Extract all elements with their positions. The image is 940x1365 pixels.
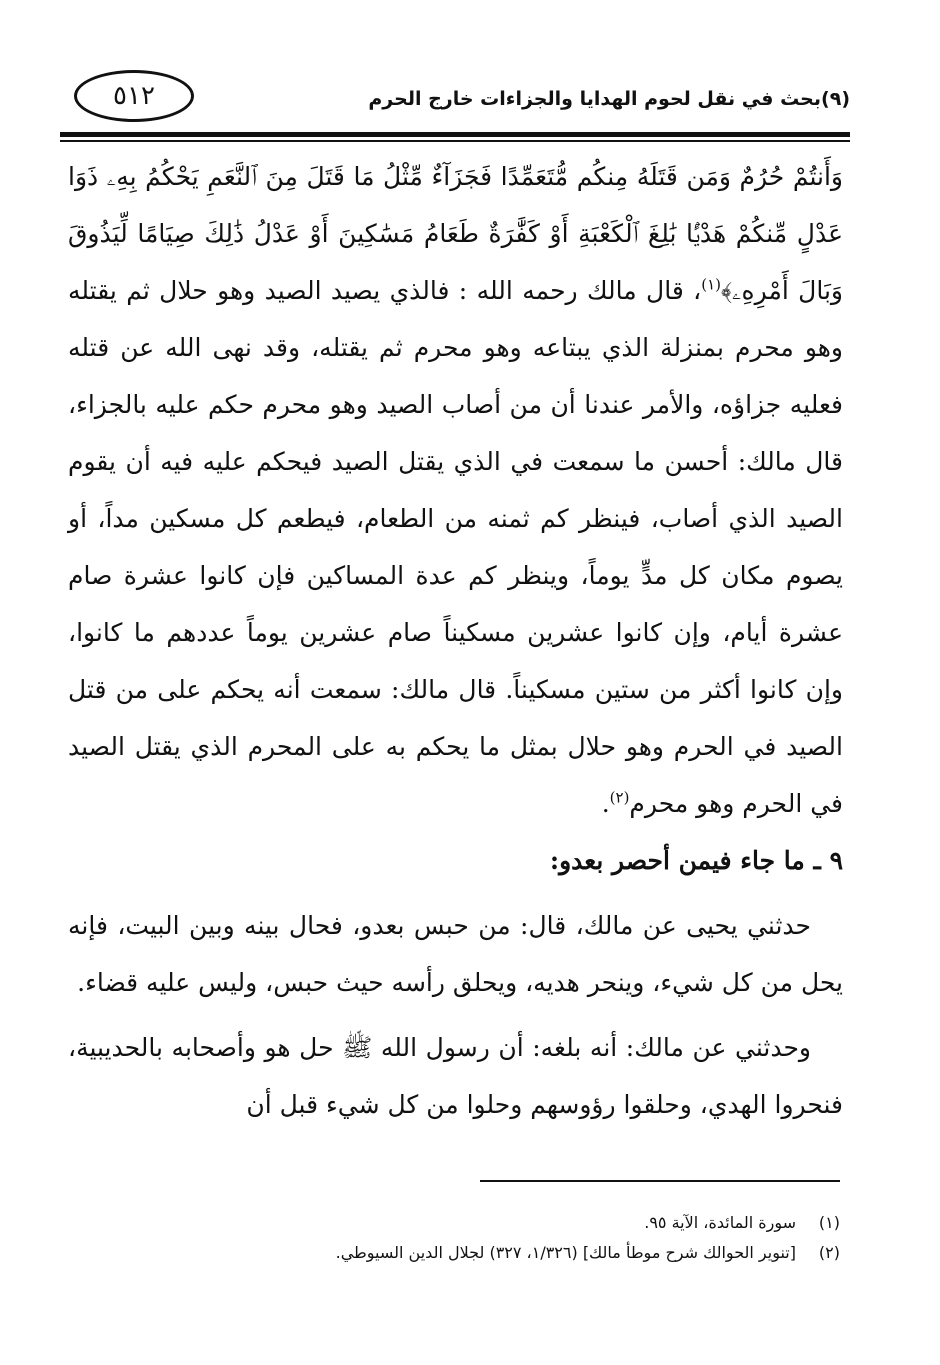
running-title: (٩)بحث في نقل لحوم الهدايا والجزاءات خارج الحرم (368, 88, 850, 110)
footnote-ref-2: (٢) (609, 788, 630, 807)
footnote-1 (68, 1208, 840, 1238)
paragraph-3: وحدثني عن مالك: أنه بلغه: أن رسول الله ﷺ حل هو وأصحابه بالحديبية، فنحروا الهدي، وحلقوا رؤوسهم وحلوا من كل شيء قبل أن (68, 1033, 843, 1119)
footnote-2 (68, 1238, 840, 1268)
footnote-text: [تنوير الحوالك شرح موطأ مالك] (١/٣٢٦، ٣٢٧) لجلال الدين السيوطي. (335, 1243, 796, 1262)
header-rule-thin (60, 140, 850, 142)
page-number: ٥١٢ (74, 70, 194, 122)
footnote-number: (٢) (818, 1243, 840, 1262)
paragraph-1-text: ، قال مالك رحمه الله : فالذي يصيد الصيد وهو حلال ثم يقتله وهو محرم بمنزلة الذي يبتاعه وهو محرم ثم يقتله، وقد نهى الله عن قتله فعليه جزاؤه، والأمر عندنا أن من أصاب الصيد وهو محرم حكم عليه بالجزاء، قال مالك: أحسن ما سمعت في الذي يقتل الصيد فيحكم عليه فيه أن يقوم الصيد الذي أصاب، فينظر كم ثمنه من الطعام، فيطعم كل مسكين مداً، أو يصوم مكان كل مدٍّ يوماً، وينظر كم عدة المساكين فإن كانوا عشرة صام عشرة أيام، وإن كانوا عشرين مسكيناً صام عشرين يوماً عددهم ما كانوا، وإن كانوا أكثر من ستين مسكيناً. قال مالك: سمعت أنه يحكم على من قتل الصيد في الحرم وهو حلال بمثل ما يحكم به على المحرم الذي يقتل الصيد في الحرم وهو محرم (68, 276, 843, 818)
footnote-separator (480, 1180, 840, 1182)
footnote-text: سورة المائدة، الآية ٩٥. (644, 1213, 796, 1232)
paragraph-2: حدثني يحيى عن مالك، قال: من حبس بعدو، فحال بينه وبين البيت، فإنه يحل من كل شيء، وينحر هديه، ويحلق رأسه حيث حبس، وليس عليه قضاء. (68, 911, 843, 997)
page-header (60, 70, 850, 142)
quran-verse-line-2: مِّنكُمْ هَدْيًۢا بَٰلِغَ ٱلْكَعْبَةِ أَوْ كَفَّٰرَةٌ طَعَامُ مَسَٰكِينَ أَوْ عَدْلُ ذَٰلِكَ صِيَامًا لِّيَذُوقَ وَبَالَ (68, 219, 843, 305)
footnote-ref-1: (١) (701, 275, 721, 294)
header-rule-thick (60, 132, 850, 137)
main-text (68, 148, 843, 1133)
footnote-number: (١) (818, 1213, 840, 1232)
paragraph-1 (68, 148, 843, 832)
footnotes (68, 1208, 840, 1268)
quran-verse-line-3: أَمْرِهِۦ﴾ (720, 276, 789, 305)
section-heading: ٩ ـ ما جاء فيمن أحصر بعدو: (549, 846, 843, 875)
paragraph-1-end: . (601, 789, 610, 818)
quran-verse-line-1: وَأَنتُمْ حُرُمٌ وَمَن قَتَلَهُ مِنكُم مُّتَعَمِّدًا فَجَزَآءٌ مِّثْلُ مَا قَتَلَ مِنَ ٱلنَّعَمِ يَحْكُمُ بِهِۦ ذَوَا عَدْلٍ (68, 162, 844, 248)
